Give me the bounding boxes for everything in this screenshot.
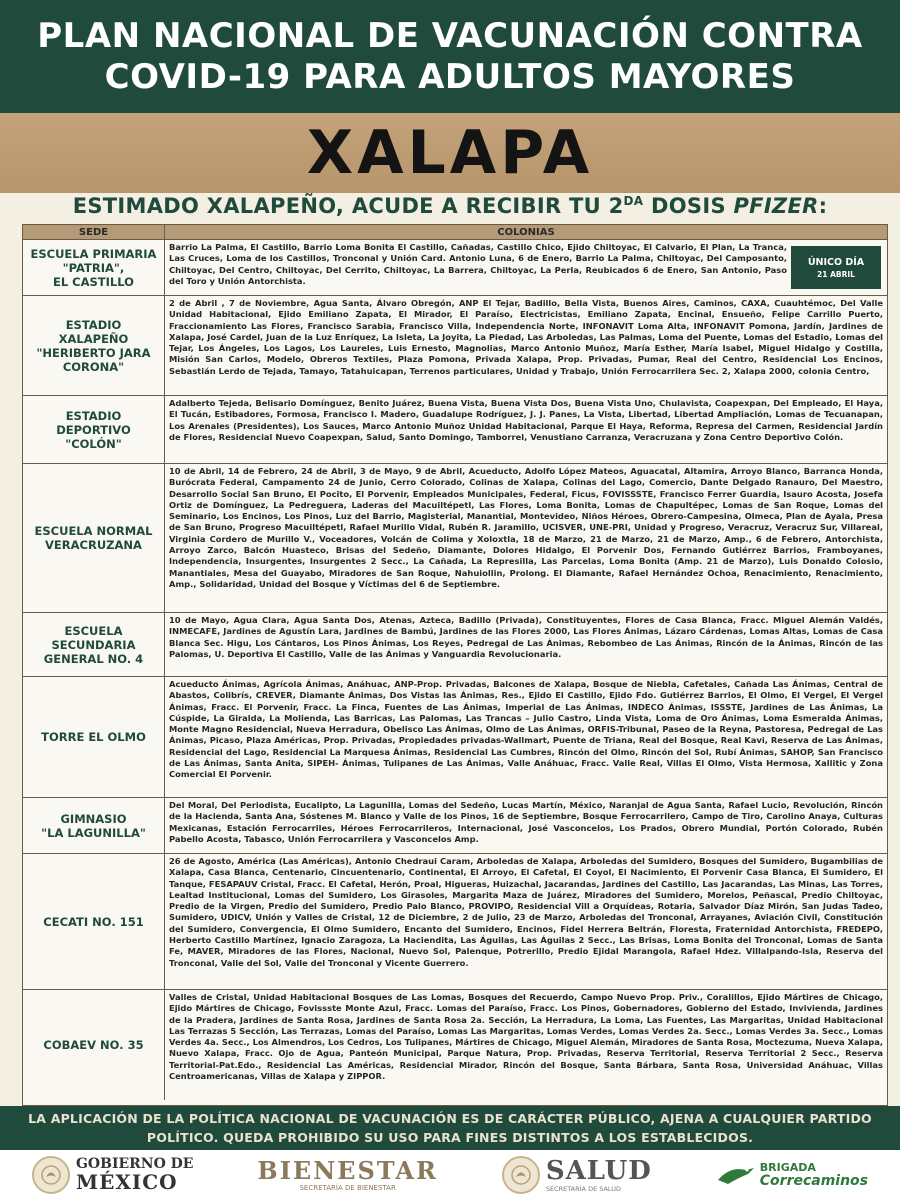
logo-bar <box>0 1150 900 1200</box>
colonias-list: 2 de Abril , 7 de Noviembre, Agua Santa, Álvaro Obregón, ANP El Tejar, Badillo, Bella Vista, Buenos Aires, Caminos, CAXA, Cuauhtémoc, Del Valle Unidad Habitacional, Ejido Emiliano Zapata, El Mirador, El Paraíso, Electricistas, Emiliano Zapata, Encinal, Ensueño, Felipe Carrillo Puerto, Fraccionamiento Las Flores, Francisco Sarabia, Francisco Villa, Independencia Norte, INFONAVIT Loma Alta, INFONAVIT Pomona, Jardín, Jardines de Xalapa, José Cardel, Juan de la Luz Enríquez, La Isleta, La Joyita, La Piedad, Las Arboledas, Las Palmas, Loma del Puente, Lomas del Estadio, Lomas del Tejar, Los Ángeles, Los Lagos, Los Laureles, Luis Ernesto, Magnolias, Marco Antonio Muñoz, María Esther, María Isabel, Miguel Hidalgo y Costilla, Misión San Carlos, Modelo, Obreros Textiles, Plaza Pomona, Privada Xalapa, Prop. Privadas, Pumar, Real del Centro, Residencial Los Encinos, Sebastián Lerdo de Tejada, Tamayo, Tatahuicapan, Terrenos particulares, Unidad y Trabajo, Unión Ferrocarrilera Sec. 2, Xalapa 2000, colonia Centro, <box>169 298 883 376</box>
bienestar-title: BIENESTAR <box>257 1155 438 1185</box>
column-header-sede: SEDE <box>23 225 165 239</box>
table-row <box>23 296 887 396</box>
table-row <box>23 613 887 677</box>
colonias-list: Adalberto Tejeda, Belisario Domínguez, Benito Juárez, Buena Vista, Buena Vista Dos, Buena Vista Uno, Chulavista, Coapexpan, Del Empleado, El Haya, El Tucán, Estibadores, Formosa, Francisco I. Madero, Guadalupe Rodríguez, J. J. Panes, La Vista, Libertad, Libertad Ampliación, Lomas de Tecuanapan, Los Arenales (Presidentes), Los Sauces, Marco Antonio Muñoz Unidad Habitacional, Parque El Haya, Reforma, Represa del Carmen, Residencial Jardín de Flores, Residencial Nuevo Coapexpan, Salud, Santo Domingo, Tamborrel, Venustiano Carranza, Veracruzana y Zona Centro Deportivo Colón. <box>169 398 883 442</box>
colonias-list: Valles de Cristal, Unidad Habitacional Bosques de Las Lomas, Bosques del Recuerdo, Campo Nuevo Prop. Priv., Coralillos, Ejido Mártires de Chicago, Ejido Mártires de Chicago, Fovissste Monte Azul, Fracc. Lomas del Paraíso, Fracc. Los Pinos, Gobernadores, Gobierno del Estado, Invivienda, Jardines de la Pradera, Jardines de Santa Rosa, Jardines de Santa Rosa 2a. Sección, La Herradura, La Loma, Las Fuentes, Las Margaritas, Unidad Habitacional Las Terrazas 5 Sección, Las Terrazas, Lomas del Paraíso, Lomas Las Margaritas, Lomas Verdes, Lomas Verdes 2a. Secc., Lomas Verdes 3a. Secc., Lomas Verdes 4a. Secc., Los Almendros, Los Cedros, Los Tulipanes, Mártires de Chicago, Miguel Alemán, Miradores de Santa Rosa, Moctezuma, Nueva Xalapa, Nuevo Xalapa, Fracc. Ojo de Agua, Panteón Municipal, Parque Natura, Prop. Privadas, Reserva Territorial, Reserva Territorial 2 Secc., Reserva Territorial-Pat.Edo., Residencial Las Américas, Residencial Mirador, Rincón del Bosque, Santa Bárbara, Santa Rosa, Universidad Anáhuac, Villas Centroamericanas, Villas de Xalapa y ZIPPOR. <box>169 992 883 1082</box>
bienestar-subtitle: SECRETARÍA DE BIENESTAR <box>299 1183 396 1192</box>
subtitle-brand: PFIZER <box>733 194 819 218</box>
sede-name: GIMNASIO "LA LAGUNILLA" <box>23 798 165 853</box>
subtitle-suffix: : <box>818 194 828 218</box>
disclaimer-line2: POLÍTICO. QUEDA PROHIBIDO SU USO PARA FINES DISTINTOS A LOS ESTABLECIDOS. <box>146 1130 754 1145</box>
table-header <box>23 225 887 240</box>
table-row <box>23 464 887 613</box>
eagle-seal-icon <box>502 1156 540 1194</box>
column-header-colonias: COLONIAS <box>497 227 555 238</box>
sede-name: CECATI NO. 151 <box>23 854 165 989</box>
brigada-logo <box>716 1162 868 1189</box>
sede-name: ESCUELA PRIMARIA "PATRIA", EL CASTILLO <box>23 240 165 295</box>
header-title-line2: COVID-19 PARA ADULTOS MAYORES <box>104 56 796 97</box>
table-row <box>23 798 887 854</box>
badge-label: ÚNICO DÍA <box>807 256 865 268</box>
table-row <box>23 677 887 798</box>
sede-name: TORRE EL OLMO <box>23 677 165 797</box>
sede-name: ESCUELA NORMAL VERACRUZANA <box>23 464 165 612</box>
eagle-seal-icon <box>32 1156 70 1194</box>
colonias-list: 10 de Mayo, Agua Clara, Agua Santa Dos, Atenas, Azteca, Badillo (Privada), Constituyentes, Flores de Casa Blanca, Fracc. Miguel Alemán Valdés, INMECAFE, Jardines de Agustín Lara, Jardines de Bambú, Jardines de las Flores 2000, Las Flores Ánimas, Lázaro Cárdenas, Lomas Altas, Lomas de Casa Blanca Sec. Higu, Los Cántaros, Los Pinos Ánimas, Los Reyes, Pedregal de Las Ánimas, Rebombeo de Las Ánimas, Rincón de la Ánimas, Rincón de las Palomas, U. Deportiva El Castillo, Valle de las Ánimas y Vanguardia Revolucionaria. <box>169 615 883 659</box>
subtitle <box>0 194 900 222</box>
colonias-list: Acueducto Ánimas, Agrícola Ánimas, Anáhuac, ANP-Prop. Privadas, Balcones de Xalapa, Bosque de Niebla, Cafetales, Cañada Las Ánimas, Central de Abastos, Colibrís, CREVER, Diamante Ánimas, Dos Vistas las Ánimas, Res., Ejido El Castillo, Ejido Fdo. Gutiérrez Barrios, El Olmo, El Vergel, El Vergel Ánimas, Fracc. El Porvenir, Fracc. La Finca, Fuentes de Las Ánimas, Imperial de Las Ánimas, INDECO Ánimas, ISSSTE, Jardines de Las Ánimas, La Cúspide, La Giralda, La Molienda, Las Barricas, Las Palomas, Las Trancas – Julio Castro, Linda Vista, Loma de Oro Ánimas, Loma Esmeralda Ánimas, Monte Magno Residencial, Nueva Herradura, Obelisco Las Ánimas, Olmo de Las Ánimas, ORFIS-Tribunal, Paseo de la Reyna, Pastoresa, Pedregal de Las Ánimas, Picaso, Plaza Américas, Prop. Privadas, Propiedades privadas-Wallmart, Puente de Triana, Real del Bosque, Real Kavi, Reserva de Las Ánimas, Residencial del Lago, Residencial La Marquesa Ánimas, Residencial Las Cumbres, Rincón del Olmo, Rincón del Sol, Rubí Ánimas, SAHOP, San Francisco de Las Ánimas, Santa Anita, SIPEH- Ánimas, Tulipanes de Las Ánimas, Valle Anáhuac, Fracc. Valle Real, Villas El Olmo, Vista Hermosa, Xallitic y Zona Comercial El Porvenir. <box>169 679 883 780</box>
colonias-list: 10 de Abril, 14 de Febrero, 24 de Abril, 3 de Mayo, 9 de Abril, Acueducto, Adolfo López Mateos, Aguacatal, Altamira, Arroyo Blanco, Barranca Honda, Burócrata Federal, Campamento 24 de Junio, Cerro Colorado, Colinas de Xalapa, Colinas del Lago, Comercio, Dante Delgado Ranauro, Del Maestro, Desarrollo Social San Bruno, El Pocito, El Porvenir, Empleados Municipales, Federal, Ficus, FOVISSSTE, Francisco Ferrer Guardia, Isauro Acosta, Josefa Ortiz de Domínguez, La Pedreguera, Laderas del Macuiltépetl, Las Flores, Loma Bonita, Lomas de Chapultépec, Lomas de San Roque, Lomas del Seminario, Los Encinos, Los Pinos, Luz del Barrio, Magisterial, Manantial, Montevideo, Niños Héroes, Obrero-Campesina, Olmeca, Plan de Ayala, Presa de San Bruno, Progreso Macuiltépetl, Rafael Murillo Vidal, Rubén R. Jaramillo, UCISVER, UNE-PRI, Unidad y Progreso, Veracruz, Veracruz Sur, Villareal, Virginia Cordero de Murillo V., Voceadores, Volcán de Colima y Xoloxtla, 18 de Marzo, 21 de Marzo, 21 de Marzo, Amp., 6 de Febrero, Antorchista, Arroyo Zarco, Balcón Huasteco, Brisas del Sedeño, Diamante, Dolores Hidalgo, El Porvenir Dos, Fernando Gutiérrez Barrios, Framboyanes, Independencia, Insurgentes, Insurgentes 2 Secc., La Cañada, La Represilla, Las Parcelas, Loma Bonita (Amp. 21 de Marzo), Luis Donaldo Colosio, Manantiales, Mesa del Guayabo, Miradores de San Roque, Nahuiollin, Prolong. El Diamante, Rafael Hernández Ochoa, Renacimiento, Renacimiento, Amp., Solidaridad, Unidad del Bosque y Víctimas del 6 de Septiembre. <box>169 466 883 589</box>
gobierno-line2: MÉXICO <box>75 1170 178 1194</box>
colonias-list: Del Moral, Del Periodista, Eucalipto, La Lagunilla, Lomas del Sedeño, Lucas Martín, México, Naranjal de Agua Santa, Rafael Lucio, Revolución, Rincón de la Hacienda, Santa Ana, Sóstenes M. Blanco y Valle de los Pinos, 16 de Septiembre, Bosque Ferrocarrilero, Campo de Tiro, Carolino Anaya, Culturas Mexicanas, Estación Ferrocarriles, Héroes Ferrocarrileros, Internacional, José Vasconcelos, Los Prados, Obrero Mundial, Portón Colorado, Rubén Pabello Acosta, Tabasco, Unión Ferrocarrilera y Vasconcelos Amp. <box>169 800 883 844</box>
sede-name: ESCUELA SECUNDARIA GENERAL NO. 4 <box>23 613 165 676</box>
salud-logo <box>502 1156 652 1194</box>
gobierno-logo <box>32 1156 194 1194</box>
badge-date: 21 ABRIL <box>817 269 855 279</box>
subtitle-ordinal: DA <box>623 194 644 208</box>
single-day-badge <box>791 246 881 289</box>
disclaimer-line1: LA APLICACIÓN DE LA POLÍTICA NACIONAL DE VACUNACIÓN ES DE CARÁCTER PÚBLICO, AJENA A CUALQUIER PARTIDO <box>28 1111 872 1126</box>
header-title-line1: PLAN NACIONAL DE VACUNACIÓN CONTRA <box>37 15 863 56</box>
colonias-list: Barrio La Palma, El Castillo, Barrio Loma Bonita El Castillo, Cañadas, Castillo Chico, Ejido Chiltoyac, El Calvario, El Plan, La Tranca, Las Cruces, Loma de los Castillos, Tronconal y Unión Card. Antonio Luna, 6 de Enero, Barrio La Palma, Chiltoyac, Del Camposanto, Chiltoyac, Del Centro, Chiltoyac, Del Cerrito, Chiltoyac, La Barrera, Chiltoyac, La Perla, Reubicados 6 de Enero, San Antonio, Paso del Toro y Unión Antorchista. <box>169 242 787 286</box>
gobierno-line1: GOBIERNO DE <box>75 1156 194 1172</box>
colonias-list: 26 de Agosto, América (Las Américas), Antonio Chedraui Caram, Arboledas de Xalapa, Arboledas del Sumidero, Bosques del Sumidero, Bugambilias de Xalapa, Casa Blanca, Centenario, Cincuentenario, Continental, El Arroyo, El Cafetal, El Coyol, El Nacimiento, El Porvenir Casa Blanca, El Sumidero, El Tanque, FESAPAUV Cristal, Fracc. El Cafetal, Herón, Proal, Higueras, Huizachal, Jacarandas, Jardines del Castillo, Las Jacarandas, Las Minas, Las Torres, Lealtad Institucional, Lomas del Sumidero, Los Girasoles, Margarita Maza de Juárez, Miradores del Sumidero, Morelos, Peñascal, Predio Chiltoyac, Predio de la Virgen, Predio del Sumidero, Predio Palo Blanco, PROVIPO, Residencial Vill a Orquídeas, Rotaria, Salvador Díaz Mirón, San Judas Tadeo, Sumidero, UDICV, Unión y Valles de Cristal, 12 de Diciembre, 2 de Julio, 23 de Marzo, Arboledas del Tronconal, Arrayanes, Aviación Civil, Constitución del Sumidero, Convergencia, El Olmo Sumidero, Encanto del Sumidero, Encinos, Fidel Herrera Beltrán, Floresta, Fraternidad Antorchista, FREDEPO, Herberto Castillo Martínez, Ignacio Zaragoza, La Haciendita, Las Águilas, Las Águilas 2 Secc., Las Brisas, Loma Bonita del Tronconal, Lomas de Santa Fe, MAVER, Miradores de las Flores, Nacional, Nuevo Sol, Palenque, Potrerillo, Predio Ejidal Marangola, Rafael Hdez. Villalpando-Isla, Reserva del Tronconal, Valle del Sol, Valle del Tronconal y Vicente Guerrero. <box>169 856 883 968</box>
subtitle-prefix: ESTIMADO XALAPEÑO, ACUDE A RECIBIR TU 2 <box>72 194 624 218</box>
sede-name: ESTADIO DEPORTIVO "COLÓN" <box>23 396 165 463</box>
table-row <box>23 990 887 1100</box>
bienestar-logo <box>257 1155 438 1193</box>
table-row <box>23 240 887 296</box>
salud-subtitle: SECRETARÍA DE SALUD <box>545 1184 621 1193</box>
brigada-line2: Correcaminos <box>759 1172 869 1189</box>
sites-table <box>22 224 888 1106</box>
city-banner <box>0 113 900 193</box>
salud-title: SALUD <box>545 1155 652 1186</box>
roadrunner-icon <box>716 1162 756 1188</box>
page-header <box>0 0 900 113</box>
disclaimer-band <box>0 1106 900 1150</box>
sede-name: COBAEV NO. 35 <box>23 990 165 1100</box>
sede-name: ESTADIO XALAPEÑO "HERIBERTO JARA CORONA" <box>23 296 165 395</box>
brigada-line1: BRIGADA <box>759 1160 816 1174</box>
city-name: XALAPA <box>306 118 594 188</box>
table-row <box>23 854 887 990</box>
table-row <box>23 396 887 464</box>
subtitle-middle: DOSIS <box>643 194 734 218</box>
